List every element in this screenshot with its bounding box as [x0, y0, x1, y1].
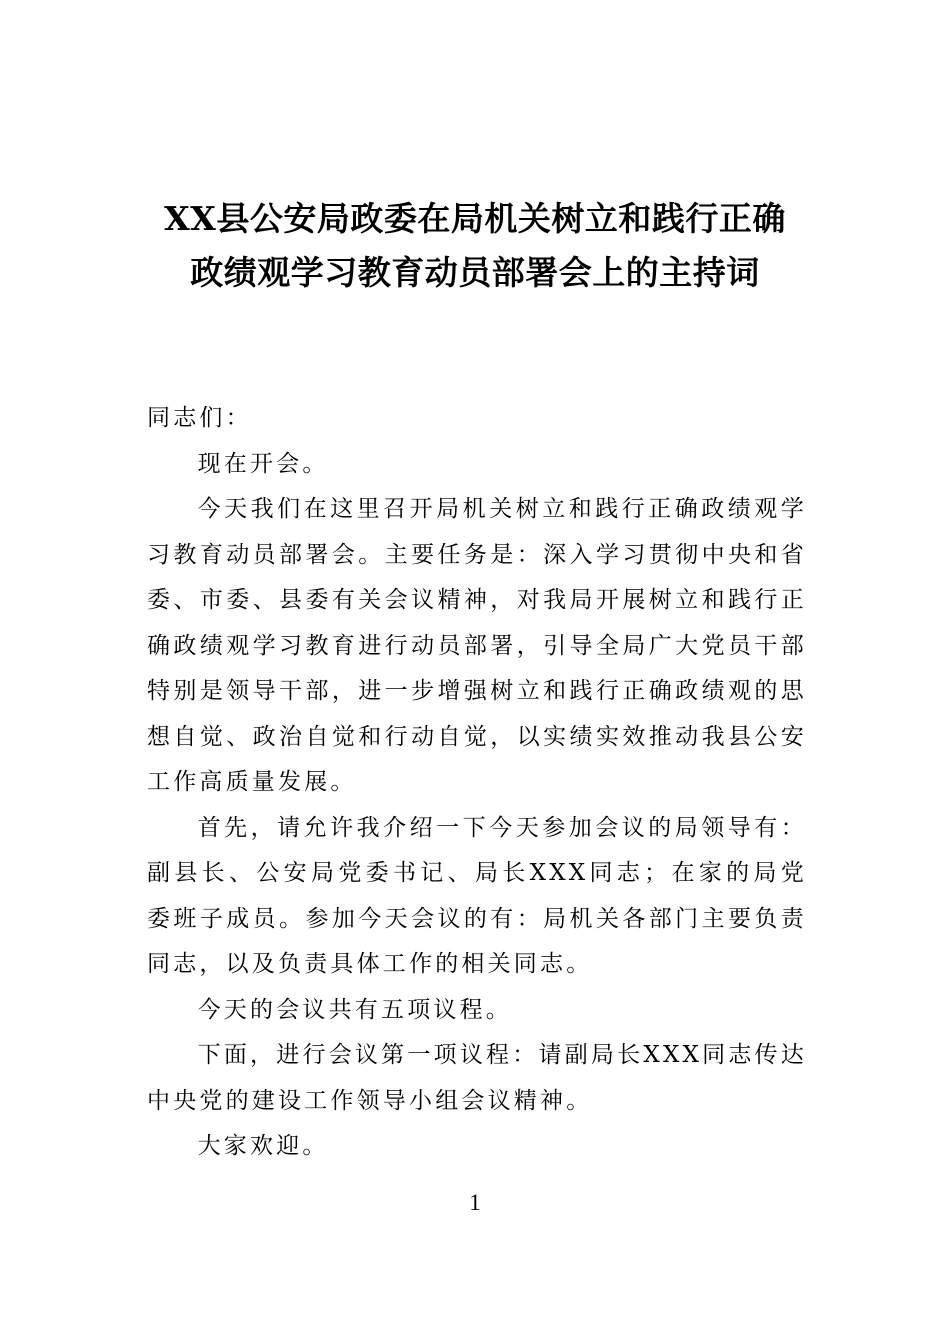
paragraph-first-agenda-item: 下面，进行会议第一项议程：请副局长XXX同志传达中央党的建设工作领导小组会议精神。 — [147, 1042, 807, 1114]
paragraph-agenda-count: 今天的会议共有五项议程。 — [197, 996, 512, 1023]
paragraph-welcome: 大家欢迎。 — [197, 1133, 329, 1159]
paragraph-attendees: 首先，请允许我介绍一下今天参加会议的局领导有：副县长、公安局党委书记、局长XXX同志；在家的局党委班子成员。参加今天会议的有：局机关各部门主要负责同志，以及负责具体工作的相关同志。 — [147, 814, 807, 977]
page-number: 1 — [469, 1190, 481, 1215]
paragraph-opening: 现在开会。 — [197, 450, 329, 477]
document-title — [120, 192, 830, 300]
document-body — [147, 396, 807, 1170]
paragraph-meeting-purpose: 今天我们在这里召开局机关树立和践行正确政绩观学习教育动员部署会。主要任务是：深入学习贯彻中央和省委、市委、县委有关会议精神，对我局开展树立和践行正确政绩观学习教育进行动员部署，引导全局广大党员干部特别是领导干部，进一步增强树立和践行正确政绩观的思想自觉、政治自觉和行动自觉，以实绩实效推动我县公安工作高质量发展。 — [147, 496, 807, 795]
title-line-1: XX县公安局政委在局机关树立和践行正确 — [164, 199, 786, 238]
salutation: 同志们： — [147, 405, 252, 431]
title-line-2: 政绩观学习教育动员部署会上的主持词 — [190, 253, 760, 292]
